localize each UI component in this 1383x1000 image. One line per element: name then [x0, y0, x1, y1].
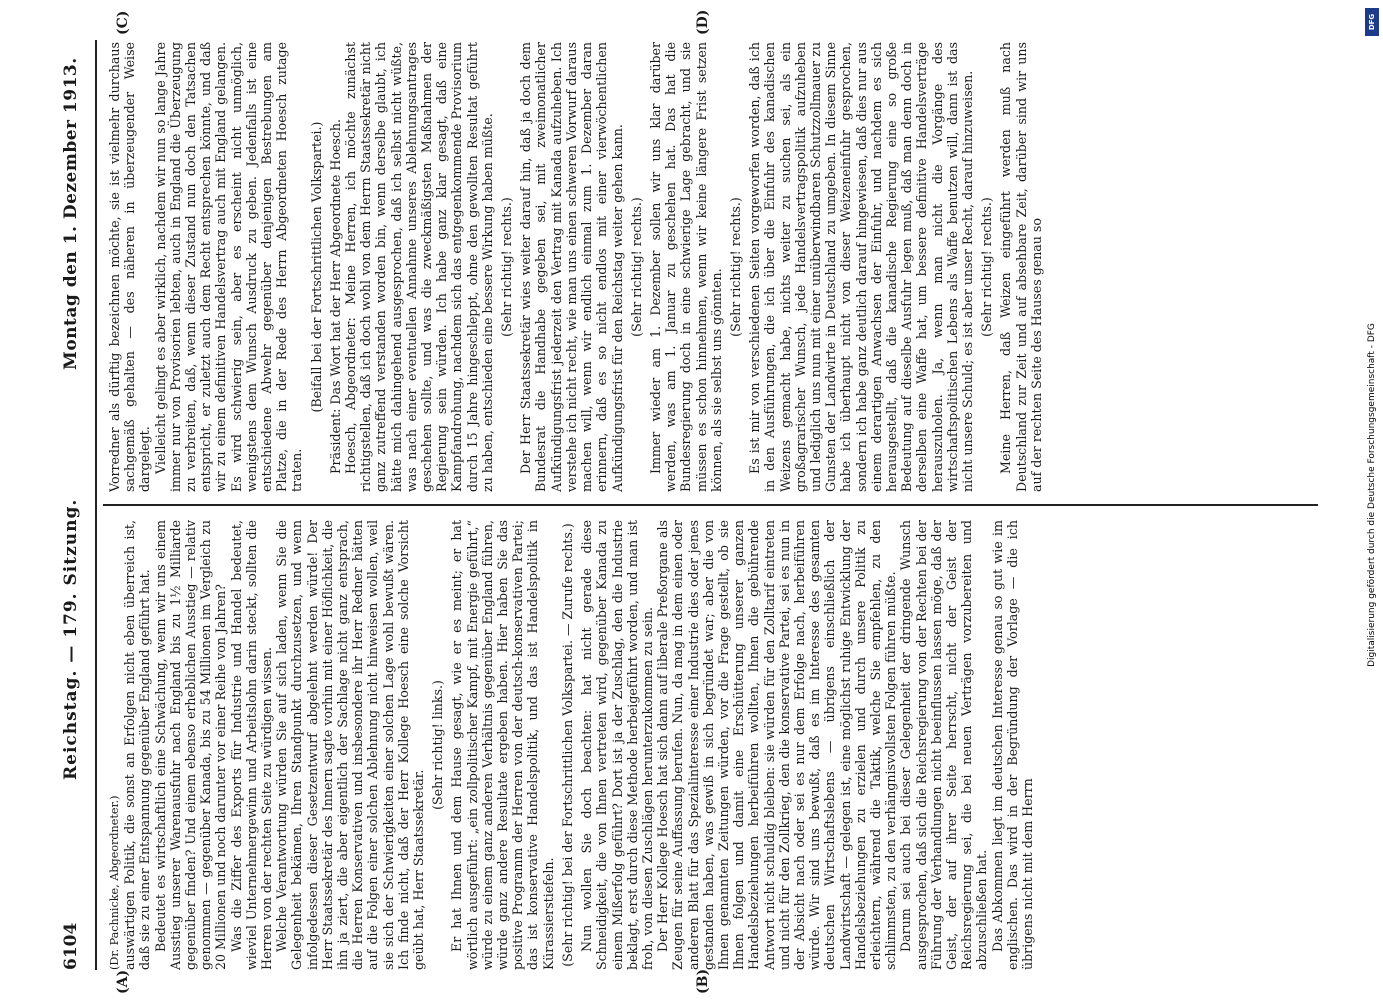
paragraph: Präsident: Das Wort hat der Herr Abgeordnete Hoesch. — [327, 118, 343, 474]
column-divider — [103, 504, 1318, 506]
paragraph: Meine Herren, daß Weizen eingeführt werden muß nach Deutschland zur Zeit und auf absehbare Zeit, darüber sind wir uns auf der rechten Seite des Hauses genau so — [998, 42, 1044, 492]
digitization-credit: Digitalisierung gefördert durch die Deutsche Forschungsgemeinschaft - DFG — [1367, 323, 1377, 667]
session-title: Reichstag. — 179. Sitzung. — [61, 498, 81, 780]
paragraph: (Dr. Pachnicke, Abgeordneter.) — [108, 795, 121, 970]
left-column — [107, 520, 1317, 970]
interjection: (Sehr richtig! rechts.) — [499, 197, 515, 337]
page-content — [55, 9, 1325, 994]
paragraph: Bedeutet es wirtschaftlich eine Schwächung, wenn wir uns einem Ausstieg unserer Warenausfuhr nach England bis zu 1½ Milliarde gegenüber finden? Und einem ebenso erheblichen Ausstieg — relativ genommen — gegenüber Kanada, bis zu 54 Millionen im Vergleich zu 20 Millionen und noch darunter vor einer Reihe von Jahren? — [152, 520, 229, 970]
interjection: (Sehr richtig! rechts.) — [628, 197, 644, 337]
paragraph: Welche Verantwortung würden Sie auf sich laden, wenn Sie die Gelegenheit bekämen, Ihren Standpunkt durchzusetzen, und wenn infolgedessen dieser Gesetzentwurf abgelehnt werden würde! Der Herr Staatssekretär des Innern sagte vorhin mit einer Höflichkeit, die ihn ja ziert, die aber eigentlich der Sachlage nicht ganz entsprach, die Herren Konservativen und insbesondere ihr Herr Redner hätten auf die Folgen einer solchen Ablehnung nicht hinweisen wollen, weil sie sich der Schwierigkeiten einer solchen Lage wohl bewußt wären. Ich finde nicht, daß der Herr Kollege Hoesch eine solche Vorsicht geübt hat, Herr Staatssekretär. — [274, 520, 427, 970]
paragraph: Es ist mir von verschiedenen Seiten vorgeworfen worden, daß ich in den Ausführungen, die ich über die Einfuhr des kanadischen Weizens gemacht habe, nichts weiter zu suchen sei, als ein großagrarischer Wunsch, jede Handelsvertragspolitik aufzuheben und lediglich uns nun mit einer unüberwindbaren Schutzzollmauer zu Gunsten der Landwirte in Deutschland zu umgeben. In diesem Sinne habe ich überhaupt nicht von dieser Weizeneinfuhr gesprochen, sondern ich habe ganz deutlich darauf hingewiesen, daß dies nur aus einem derartigen Anwachsen der Einfuhr, und nachdem es sich herausgestellt, daß die kanadische Regierung eine so große Bedeutung auf dieselbe Ausfuhr legen muß, daß man denn doch in derselben eine Waffe hat, um bessere definitive Handelsverträge herauszuholen. Ja, wenn man nicht die Vorgänge des wirtschaftspolitischen Lebens als Waffe benutzen will, dann ist das nicht unsere Schuld; es ist aber unser Recht, darauf hinzuweisen. — [747, 42, 975, 492]
interjection: (Sehr richtig! rechts.) — [979, 197, 995, 337]
paragraph: auswärtigen Politik, die sonst an Erfolgen nicht eben überreich ist, daß sie zu einer Entspannung gegenüber England geführt hat. — [122, 520, 153, 970]
paragraph: Vorredner als dürftig bezeichnen möchte, sie ist vielmehr durchaus sachgemäß gehalten — des näheren in überzeugender Weise dargelegt. — [107, 42, 153, 492]
interjection: (Sehr richtig! links.) — [430, 680, 446, 810]
interjection: (Sehr richtig! rechts.) — [727, 197, 743, 337]
margin-marker-b: (B) — [695, 968, 711, 994]
right-column — [107, 42, 1317, 492]
page-number: 6104 — [61, 922, 81, 970]
session-date: Montag den 1. Dezember 1913. — [61, 57, 81, 370]
paragraph: Hoesch, Abgeordneter: Meine Herren, ich möchte zunächst richtigstellen, daß ich doch wohl von dem Herrn Staatssekretär nicht ganz zutreffend verstanden worden bin, wenn derselbe glaubt, ich hätte mich dahingehend ausgesprochen, daß ich selbst nicht wüßte, was nach einer eventuellen Annahme unseres Ablehnungsantrages geschehen sollte, und was die zweckmäßigsten Maßnahmen der Regierung sein würden. Ich habe ganz klar gesagt, daß eine Kampfandrohung, nachdem sich das entgegenkommende Provisorium durch 15 Jahre hingeschleppt, ohne den gewollten Resultat geführt zu haben, entschieden eine bessere Wirkung haben müßte. — [343, 42, 495, 492]
paragraph: Darum sei auch bei dieser Gelegenheit der dringende Wunsch ausgesprochen, daß sich die Reichsregierung von der Rechten bei der Führung der Verhandlungen nicht beeinflussen lassen möge, daß der Geist, der auf ihrer Seite herrscht, nicht der Geist der Reichsregierung sei, die bei neuen Verträgen vorzubereiten und abzuschließen hat. — [898, 520, 990, 970]
margin-marker-a: (A) — [115, 969, 131, 994]
paragraph: Vielleicht gelingt es aber wirklich, nachdem wir nun so lange Jahre immer nur von Provisorien lebten, auch in England die Überzeugung zu verbreiten, daß, wenn dieser Zustand nun doch den Tatsachen entspricht, er zuletzt auch dem Recht entsprechen könnte, und daß wir zu einem definitiven Handelsvertrag auch mit England gelangen. Es wird schwierig sein, aber es erscheint nicht unmöglich, wenigstens dem Wunsch Ausdruck zu geben. Jedenfalls ist eine entschiedene Abwehr gegenüber denjenigen Bestrebungen am Platze, die in der Rede des Herrn Abgeordneten Hoesch zutage traten. — [152, 42, 305, 492]
dfg-logo: DFG — [1365, 8, 1379, 36]
paragraph: Der Herr Staatssekretär wies weiter darauf hin, daß ja doch dem Bundesrat die Handhabe gegeben sei, mit zweimonatlicher Aufkündigungsfrist jederzeit den Vertrag mit Kanada aufzuheben. Ich verstehe ich nicht recht, wie man uns einen schweren Vorwurf daraus machen will, wenn wir endlich einmal zum 1. Dezember daran erinnern, daß es so nicht endlos mit einer vierwöchentlichen Aufkündigungsfrist für den Reichstag weiter gehen kann. — [518, 42, 625, 492]
paragraph: Das Abkommen liegt im deutschen Interesse genau so gut wie im englischen. Das wird in der Begründung der Vorlage — die ich übrigens nicht mit dem Herrn — [989, 520, 1035, 970]
interjection: (Beifall bei der Fortschrittlichen Volkspartei.) — [308, 121, 324, 413]
page-header — [55, 40, 97, 970]
interjection: (Sehr richtig! bei der Fortschrittlichen Volkspartei. — Zurufe rechts.) — [559, 523, 575, 967]
paragraph: Immer wieder am 1. Dezember sollen wir uns klar darüber werden, was am 1. Januar zu geschehen hat. Das hat die Bundesregierung doch in eine schwierige Lage gebracht, und sie müssen es schon hinnehmen, wenn wir keine längere Frist setzen können, als sie selbst uns gönnten. — [647, 42, 724, 492]
margin-marker-d: (D) — [695, 9, 711, 35]
paragraph: Was die Ziffer des Exports für Industrie und Handel bedeutet, wieviel Unternehmergewinn und Arbeitslohn darin steckt, sollten die Herren von der rechten Seite zu würdigen wissen. — [228, 520, 275, 970]
paragraph: Nun wollen Sie doch beachten: hat nicht gerade diese Schneidigkeit, die von Ihnen vertreten wird, gegenüber Kanada zu einem Mißerfolg geführt? Dort ist ja der Zuschlag, den die Industrie beklagt, erst durch diese Methode herbeigeführt worden, und man ist froh, von diesen Zuschlägen herunterzukommen zu sein. — [579, 520, 655, 970]
margin-marker-c: (C) — [115, 10, 131, 35]
paragraph: Er hat Ihnen und dem Hause gesagt, wie er es meint; er hat wörtlich ausgeführt: „ein zollpolitischer Kampf, mit Energie geführt,“ würde zu einem ganz anderen Verhältnis gegenüber England führen, würde ganz andere Resultate ergeben haben. Hier haben Sie das positive Programm der Herren von der deutsch-konservativen Partei; das ist konservative Handelspolitik, und das ist Handelspolitik in Kürassierstiefeln. — [449, 520, 556, 970]
paragraph: Der Herr Kollege Hoesch hat sich dann auf liberale Preßorgane als Zeugen für seine Auffassung berufen. Nun, da mag in dem einen oder anderen Blatt für das Spezialinteresse einer Industrie dies oder jenes gestanden haben, was gewiß in sich begründet war; aber die von Ihnen genannten Zeitungen würden, vor die Frage gestellt, ob sie Ihnen folgen und damit eine Erschütterung unserer ganzen Handelsbeziehungen herbeiführen wollten, Ihnen die gebührende Antwort nicht schuldig bleiben: sie würden für den Zolltarif eintreten und nicht für den Zollkrieg, den die konservative Partei, sei es nun in der Absicht nach oder sei es nur dem Erfolge nach, herbeiführen würde. Wir sind uns bewußt, daß es im Interesse des gesamten deutschen Wirtschaftslebens — übrigens einschließlich der Landwirtschaft — gelegen ist, eine möglichst ruhige Entwicklung der Handelsbeziehungen zu erzielen und durch unsere Politik zu erleichtern, während die Taktik, welche Sie empfehlen, zu den schlimmsten, zu den verhängnisvollsten Folgen führen müßte. — [655, 520, 899, 970]
